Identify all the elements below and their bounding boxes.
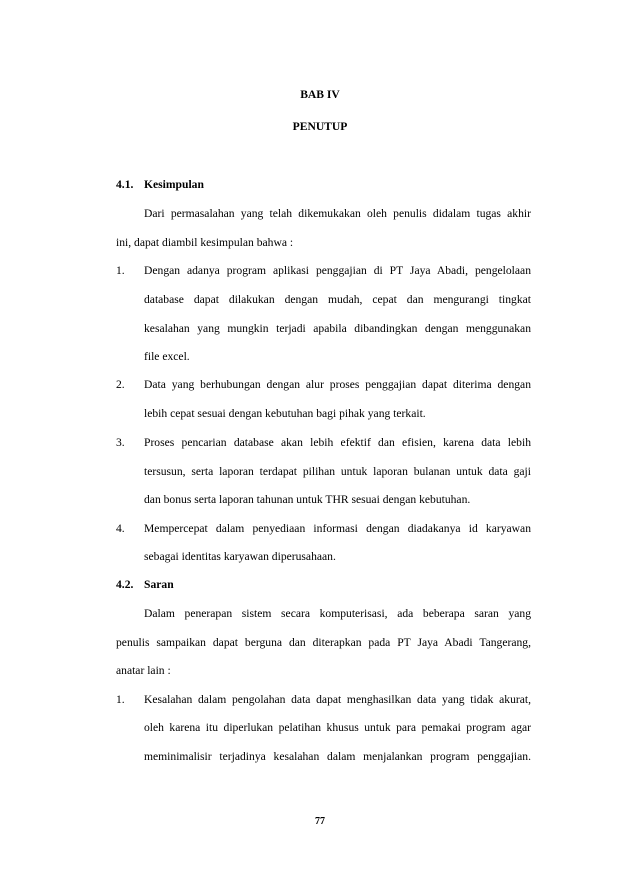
list-item-line: Kesalahan dalam pengolahan data dapat menghasilkan data yang tidak akurat,	[144, 693, 531, 706]
section-heading-saran	[116, 578, 174, 591]
chapter-label: BAB IV	[300, 88, 340, 101]
list-item-line: meminimalisir terjadinya kesalahan dalam menjalankan program penggajian.	[144, 750, 531, 763]
paragraph-line: penulis sampaikan dapat berguna dan diterapkan pada PT Jaya Abadi Tangerang,	[116, 636, 531, 649]
chapter-title: PENUTUP	[292, 120, 348, 133]
list-item-number: 2.	[116, 378, 125, 391]
list-item-line: sebagai identitas karyawan diperusahaan.	[144, 550, 336, 563]
page-number: 77	[315, 816, 325, 827]
list-item-line: file excel.	[144, 350, 190, 363]
list-item-number: 4.	[116, 522, 125, 535]
section-heading-kesimpulan	[116, 178, 204, 191]
list-item-line: dan bonus serta laporan tahunan untuk THR sesuai dengan kebutuhan.	[144, 493, 471, 506]
paragraph-line: ini, dapat diambil kesimpulan bahwa :	[116, 236, 294, 249]
list-item-number: 3.	[116, 436, 125, 449]
list-item-line: lebih cepat sesuai dengan kebutuhan bagi pihak yang terkait.	[144, 407, 426, 420]
list-item-line: tersusun, serta laporan terdapat pilihan untuk laporan bulanan untuk data gaji	[144, 465, 531, 478]
list-item-line: Mempercepat dalam penyediaan informasi dengan diadakanya id karyawan	[144, 522, 531, 535]
section-number: 4.1.	[116, 178, 134, 191]
paragraph-line: Dalam penerapan sistem secara komputerisasi, ada beberapa saran yang	[144, 607, 531, 620]
list-item-number: 1.	[116, 693, 125, 706]
list-item-line: database dapat dilakukan dengan mudah, cepat dan mengurangi tingkat	[144, 293, 531, 306]
section-title: Kesimpulan	[144, 178, 204, 191]
list-item-line: Data yang berhubungan dengan alur proses penggajian dapat diterima dengan	[144, 378, 531, 391]
list-item-number: 1.	[116, 264, 125, 277]
paragraph-line: Dari permasalahan yang telah dikemukakan oleh penulis didalam tugas akhir	[144, 207, 531, 220]
section-title: Saran	[144, 578, 174, 591]
section-number: 4.2.	[116, 578, 134, 591]
list-item-line: Dengan adanya program aplikasi penggajian di PT Jaya Abadi, pengelolaan	[144, 264, 531, 277]
list-item-line: Proses pencarian database akan lebih efektif dan efisien, karena data lebih	[144, 436, 531, 449]
list-item-line: kesalahan yang mungkin terjadi apabila dibandingkan dengan menggunakan	[144, 322, 531, 335]
paragraph-line: anatar lain :	[116, 664, 171, 677]
list-item-line: oleh karena itu diperlukan pelatihan khusus untuk para pemakai program agar	[144, 721, 531, 734]
